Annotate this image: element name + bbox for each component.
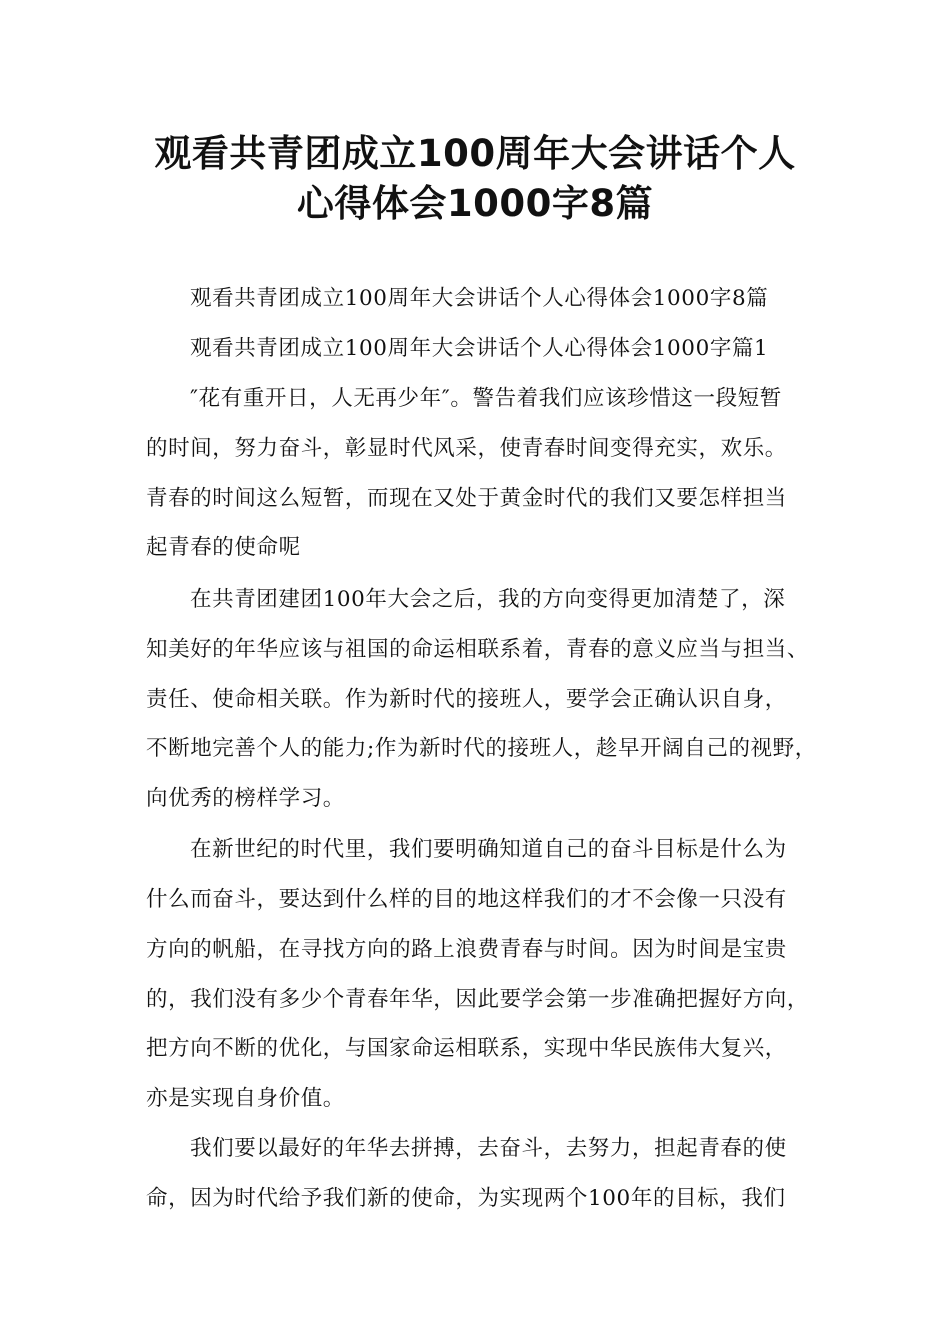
section-heading: 观看共青团成立100周年大会讲话个人心得体会1000字篇1 <box>190 336 769 361</box>
document-title-line-2: 心得体会1000字8篇 <box>296 182 654 225</box>
paragraph-3-line-1: 在新世纪的时代里，我们要明确知道自己的奋斗目标是什么为 <box>190 837 787 862</box>
paragraph-4-line-1: 我们要以最好的年华去拼搏，去奋斗，去努力，担起青春的使 <box>190 1136 787 1161</box>
paragraph-2-line-2: 知美好的年华应该与祖国的命运相联系着，青春的意义应当与担当、 <box>146 637 810 662</box>
paragraph-2-line-4: 不断地完善个人的能力;作为新时代的接班人，趁早开阔自己的视野， <box>146 736 817 761</box>
paragraph-1-line-3: 青春的时间这么短暂，而现在又处于黄金时代的我们又要怎样担当 <box>146 486 787 511</box>
paragraph-3-line-5: 把方向不断的优化，与国家命运相联系，实现中华民族伟大复兴， <box>146 1036 787 1061</box>
paragraph-3-line-2: 什么而奋斗，要达到什么样的目的地这样我们的才不会像一只没有 <box>146 887 787 912</box>
paragraph-3-line-4: 的，我们没有多少个青春年华，因此要学会第一步准确把握好方向， <box>146 987 810 1012</box>
paragraph-1-line-2: 的时间，努力奋斗，彰显时代风采，使青春时间变得充实，欢乐。 <box>146 436 787 461</box>
paragraph-2-line-1: 在共青团建团100年大会之后，我的方向变得更加清楚了，深 <box>190 587 786 612</box>
subtitle-line: 观看共青团成立100周年大会讲话个人心得体会1000字8篇 <box>190 286 769 311</box>
paragraph-1-line-4: 起青春的使命呢 <box>146 535 301 560</box>
paragraph-3-line-6: 亦是实现自身价值。 <box>146 1086 345 1111</box>
paragraph-1-line-1: ″花有重开日，人无再少年″。警告着我们应该珍惜这一段短暂 <box>190 386 782 411</box>
paragraph-2-line-5: 向优秀的榜样学习。 <box>146 786 345 811</box>
paragraph-4-line-2: 命，因为时代给予我们新的使命，为实现两个100年的目标，我们 <box>146 1186 786 1211</box>
document-title-line-1: 观看共青团成立100周年大会讲话个人 <box>154 132 796 175</box>
paragraph-2-line-3: 责任、使命相关联。作为新时代的接班人，要学会正确认识自身， <box>146 687 787 712</box>
paragraph-3-line-3: 方向的帆船，在寻找方向的路上浪费青春与时间。因为时间是宝贵 <box>146 937 787 962</box>
